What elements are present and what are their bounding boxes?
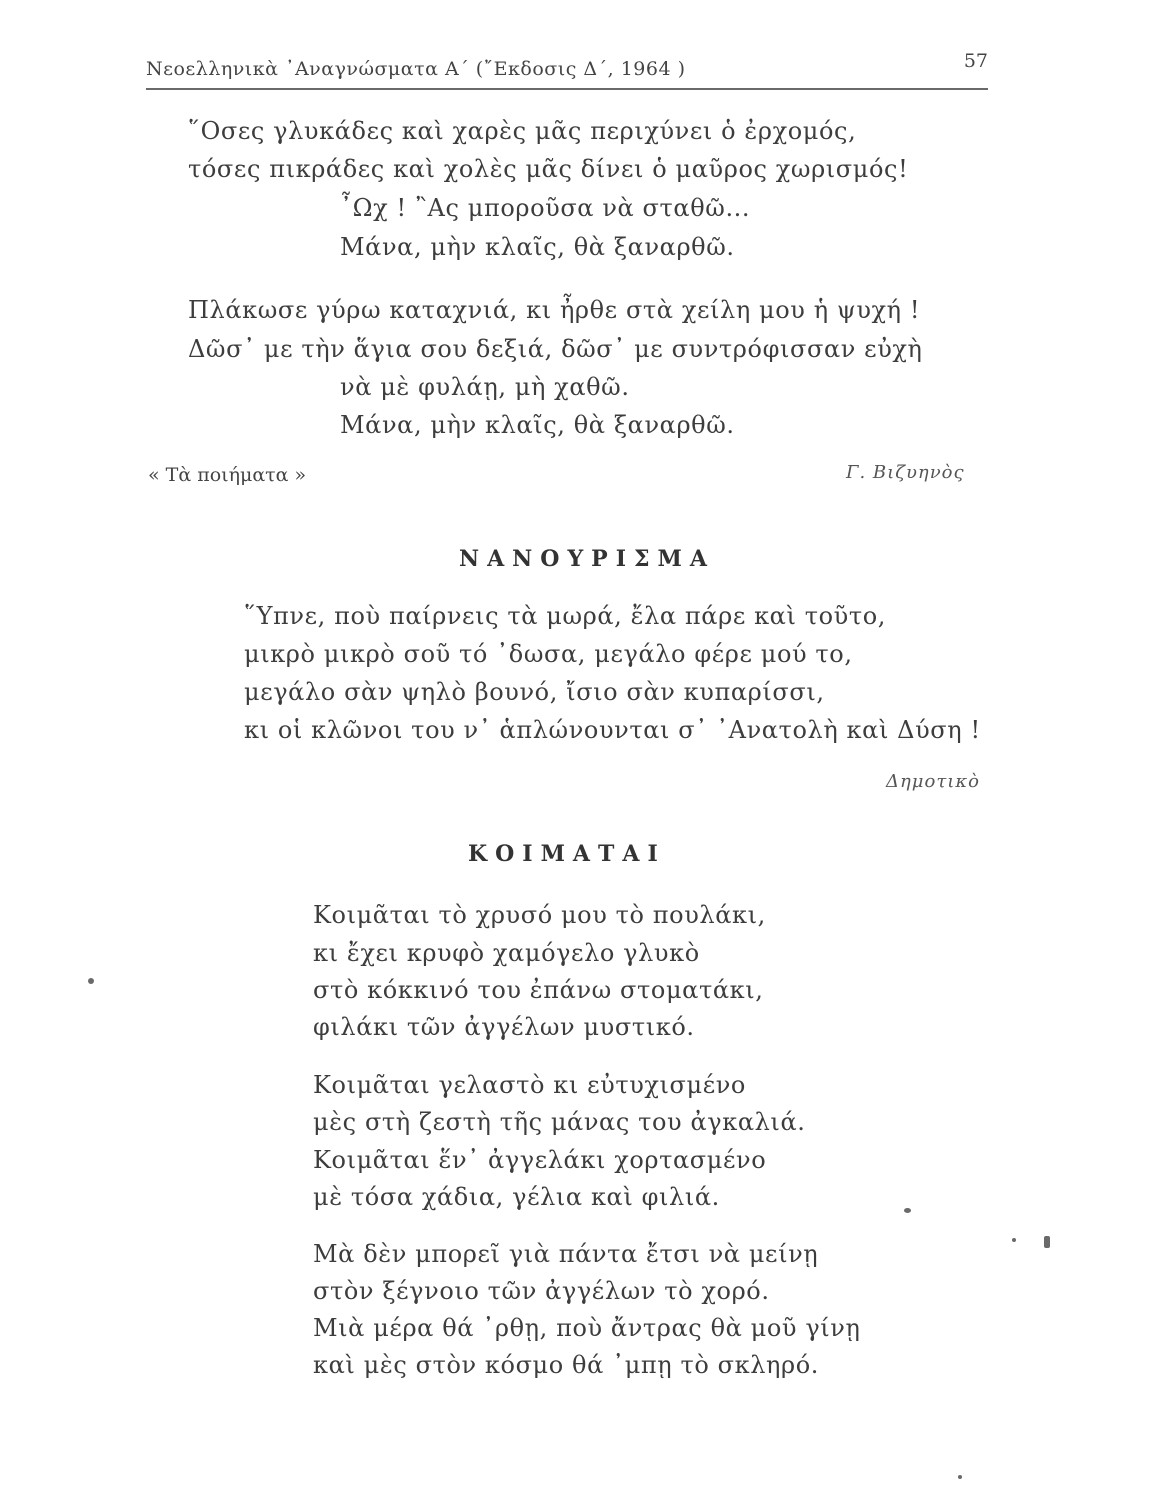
poem-1-line: Δῶσ᾽ με τὴν ἅγια σου δεξιά, δῶσ᾽ με συντρόφισσαν εὐχὴ (188, 335, 923, 363)
poem-3-line: μὲς στὴ ζεστὴ τῆς μάνας του ἀγκαλιά. (313, 1108, 806, 1136)
poem-3-line: Μιὰ μέρα θά ᾽ρθῃ, ποὺ ἄντρας θὰ μοῦ γίνῃ (313, 1314, 861, 1342)
poem-3-line: Κοιμᾶται τὸ χρυσό μου τὸ πουλάκι, (313, 901, 766, 929)
poem-3-line: Κοιμᾶται ἕν᾽ ἀγγελάκι χορτασμένο (313, 1146, 767, 1174)
poem-2-author: Δημοτικὸ (886, 771, 980, 792)
poem-2-line: μικρὸ μικρὸ σοῦ τό ᾽δωσα, μεγάλο φέρε μού το, (244, 640, 853, 668)
poem-3-title: ΚΟΙΜΑΤΑΙ (468, 841, 666, 867)
poem-1-source: « Τὰ ποιήματα » (148, 464, 307, 486)
poem-1-line: Μάνα, μὴν κλαῖς, θὰ ξαναρθῶ. (340, 411, 735, 439)
scan-speck (958, 1475, 962, 1479)
poem-3-line: μὲ τόσα χάδια, γέλια καὶ φιλιά. (313, 1183, 720, 1211)
poem-2-line: μεγάλο σὰν ψηλὸ βουνό, ἴσιο σὰν κυπαρίσσι, (244, 678, 825, 706)
poem-1-line: ῞Οσες γλυκάδες καὶ χαρὲς μᾶς περιχύνει ὁ ἐρχομός, (188, 117, 857, 145)
poem-3-line: καὶ μὲς στὸν κόσμο θά ᾽μπῃ τὸ σκληρό. (313, 1351, 820, 1379)
poem-3-line: στὸν ξέγνοιο τῶν ἀγγέλων τὸ χορό. (313, 1277, 770, 1305)
poem-2-line: κι οἱ κλῶνοι του ν᾽ ἁπλώνουνται σ᾽ ᾽Ανατολὴ καὶ Δύση ! (244, 716, 981, 744)
poem-3-line: κι ἔχει κρυφὸ χαμόγελο γλυκὸ (313, 939, 700, 967)
page-number: 57 (963, 50, 988, 72)
poem-3-line: Κοιμᾶται γελαστὸ κι εὐτυχισμένο (313, 1071, 746, 1099)
scan-speck (904, 1208, 911, 1213)
poem-1-line: νὰ μὲ φυλάῃ, μὴ χαθῶ. (340, 373, 630, 401)
poem-2-line: ῞Υπνε, ποὺ παίρνεις τὰ μωρά, ἔλα πάρε καὶ τοῦτο, (244, 602, 886, 630)
poem-1-line: ῏Ωχ ! ῍Ας μποροῦσα νὰ σταθῶ... (340, 194, 751, 222)
scan-speck (1012, 1238, 1016, 1242)
poem-1-line: Μάνα, μὴν κλαῖς, θὰ ξαναρθῶ. (340, 233, 735, 261)
poem-3-line: φιλάκι τῶν ἀγγέλων μυστικό. (313, 1013, 695, 1041)
header-title: Νεοελληνικὰ ᾽Αναγνώσματα Α΄ (῎Εκδοσις Δ΄, 1964 ) (146, 58, 686, 80)
poem-3-line: Μὰ δὲν μπορεῖ γιὰ πάντα ἔτσι νὰ μείνῃ (313, 1240, 819, 1268)
scan-speck (88, 978, 94, 984)
poem-1-line: τόσες πικράδες καὶ χολὲς μᾶς δίνει ὁ μαῦρος χωρισμός! (188, 155, 909, 183)
scan-speck (1044, 1236, 1050, 1248)
poem-1-line: Πλάκωσε γύρω καταχνιά, κι ἦρθε στὰ χείλη μου ἡ ψυχή ! (188, 296, 921, 324)
poem-1-author: Γ. Βιζυηνὸς (846, 462, 965, 483)
poem-3-line: στὸ κόκκινό του ἐπάνω στοματάκι, (313, 976, 764, 1004)
page-header (146, 48, 988, 90)
poem-2-title: ΝΑΝΟΥΡΙΣΜΑ (459, 546, 715, 572)
